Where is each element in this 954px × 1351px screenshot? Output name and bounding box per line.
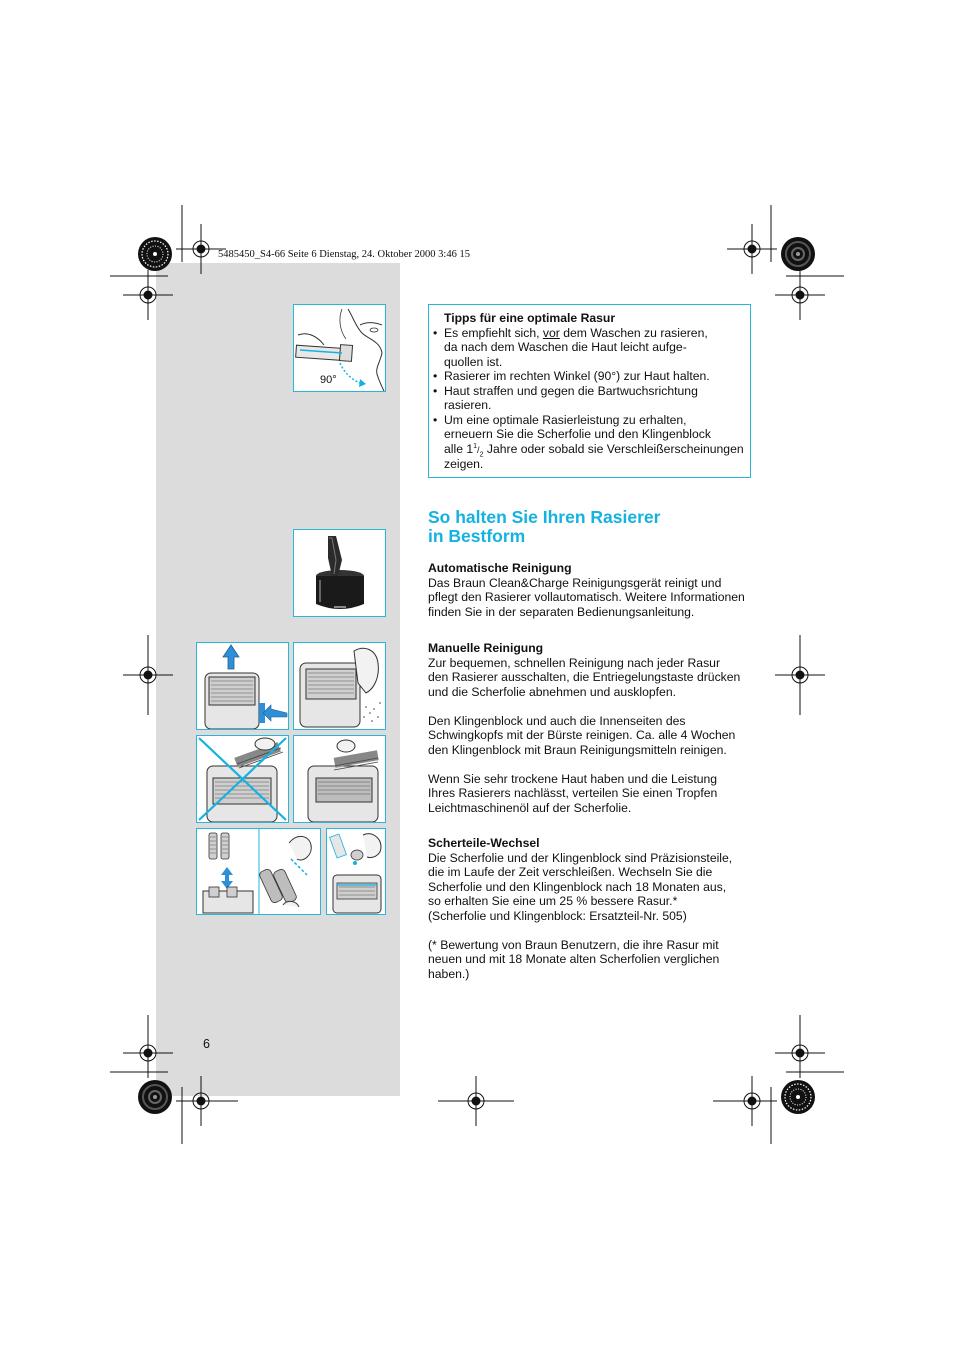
star-target [781,1080,815,1114]
text-line: den Rasierer ausschalten, die Entriegelungstaste drücken [428,670,741,684]
section-paragraph [428,851,758,924]
star-target [138,1080,172,1114]
tips-title: Tipps für eine optimale Rasur [444,311,616,325]
registration-target [438,1076,514,1126]
brush-correct-illustration [294,736,385,822]
section-heading: Scherteile-Wechsel [428,836,540,850]
registration-target [775,635,825,715]
fraction-denominator: 2 [479,450,484,458]
text-line: so erhalten Sie eine um 25 % bessere Rasur.* [428,894,678,908]
tips-item-text: dem Waschen zu rasieren, [559,325,708,340]
registration-target [775,1015,825,1078]
section-manual-cleaning [428,641,758,815]
tips-underlined-word: vor [542,325,560,340]
angle-label: 90° [320,374,337,386]
registration-target [713,1076,777,1126]
tips-item-text: Um eine optimale Rasierleistung zu erhalten, [444,412,687,427]
tips-list [433,326,746,472]
tips-item-text: Es empfiehlt sich, [444,325,543,340]
text-line: finden Sie in der separaten Bedienungsanleitung. [428,604,695,619]
oil-drop-illustration [327,829,385,914]
tips-item [433,384,746,413]
section-heading: Manuelle Reinigung [428,641,544,655]
angle-figure [293,304,386,392]
fraction-numerator: 1 [473,442,478,450]
text-line: Leichtmaschinenöl auf der Scherfolie. [428,800,632,815]
tips-item-text: alle 1 [444,441,474,456]
section-parts-replacement [428,836,758,981]
star-target [781,237,815,271]
tips-item: • Um eine optimale Rasierleistung zu erhalten, erneuern Sie die Scherfolie und den Klingenblock alle $1^1/_2$ Jahre oder sobald sie Verschleißerscheinungen zeigen. [433,413,746,472]
text-line: Schwingkopfs mit der Bürste reinigen. Ca. alle 4 Wochen [428,728,736,742]
tips-box [428,304,751,478]
text-line: Ihres Rasierers nachlässt, verteilen Sie einen Tropfen [428,786,718,800]
tips-item-text: Jahre oder sobald sie Verschleißerscheinungen [483,441,744,456]
tips-item [433,369,746,384]
print-header: 5485450_S4-66 Seite 6 Dienstag, 24. Oktober 2000 3:46 15 [218,249,470,260]
clean-charge-figure [293,529,386,617]
text-line: die im Laufe der Zeit verschleißen. Wechseln Sie die [428,865,713,879]
section-paragraph [428,576,758,620]
registration-target [176,1076,238,1126]
star-target [138,237,172,271]
tips-item-text: rasieren. [444,398,492,412]
brush-wrong-figure [196,735,289,823]
text-line: Scherfolie und den Klingenblock nach 18 Monaten aus, [428,879,727,894]
brush-correct-figure [293,735,386,823]
tips-item [433,326,746,370]
text-line: (* Bewertung von Braun Benutzern, die ihre Rasur mit [428,937,719,952]
release-foil-illustration [197,643,288,729]
text-line: den Klingenblock mit Braun Reinigungsmitteln reinigen. [428,742,727,757]
text-line: pflegt den Rasierer vollautomatisch. Weitere Informationen [428,590,745,604]
page-title-line: So halten Sie Ihren Rasierer [428,507,661,527]
release-foil-figure [196,642,289,730]
registration-target [123,635,173,715]
parts-replace-illustration [197,829,320,914]
registration-target [727,224,777,274]
page-title [428,508,768,546]
tips-item-text: zeigen. [444,457,484,471]
text-line: neuen und mit 18 Monate alten Scherfolien verglichen [428,952,720,966]
text-line: und die Scherfolie abnehmen und ausklopfen. [428,684,676,699]
registration-target [123,270,173,320]
section-paragraph [428,714,758,758]
footnote-paragraph [428,938,758,982]
text-line: Wenn Sie sehr trockene Haut haben und die Leistung [428,771,718,786]
page-title-line: in Bestform [428,526,526,546]
registration-target [775,270,825,320]
tips-item-text: Rasierer im rechten Winkel (90°) zur Haut halten. [444,369,710,383]
text-line: (Scherfolie und Klingenblock: Ersatzteil-Nr. 505) [428,908,687,923]
tips-item-text: Haut straffen und gegen die Bartwuchsrichtung [444,383,698,398]
brush-wrong-illustration [197,736,288,822]
section-auto-cleaning [428,561,758,619]
page-number: 6 [203,1037,210,1051]
oil-drop-figure [326,828,386,915]
registration-target [123,1015,173,1078]
tips-item-text: erneuern Sie die Scherfolie und den Klingenblock [444,427,711,441]
section-heading: Automatische Reinigung [428,561,572,575]
text-line: Das Braun Clean&Charge Reinigungsgerät reinigt und [428,575,722,590]
face-shaver-illustration [294,305,385,391]
tips-item-text: quollen ist. [444,354,503,369]
section-paragraph [428,656,758,700]
text-line: Zur bequemen, schnellen Reinigung nach jeder Rasur [428,655,721,670]
text-line: Den Klingenblock und auch die Innenseiten des [428,713,686,728]
text-line: Die Scherfolie und der Klingenblock sind Präzisionsteile, [428,850,733,865]
section-paragraph [428,772,758,816]
tips-item-text: da nach dem Waschen die Haut leicht aufge- [444,340,687,354]
tap-out-illustration [294,643,385,729]
cleaning-station-illustration [294,530,385,616]
parts-replace-figure [196,828,321,915]
tap-out-figure [293,642,386,730]
text-line: haben.) [428,966,470,981]
